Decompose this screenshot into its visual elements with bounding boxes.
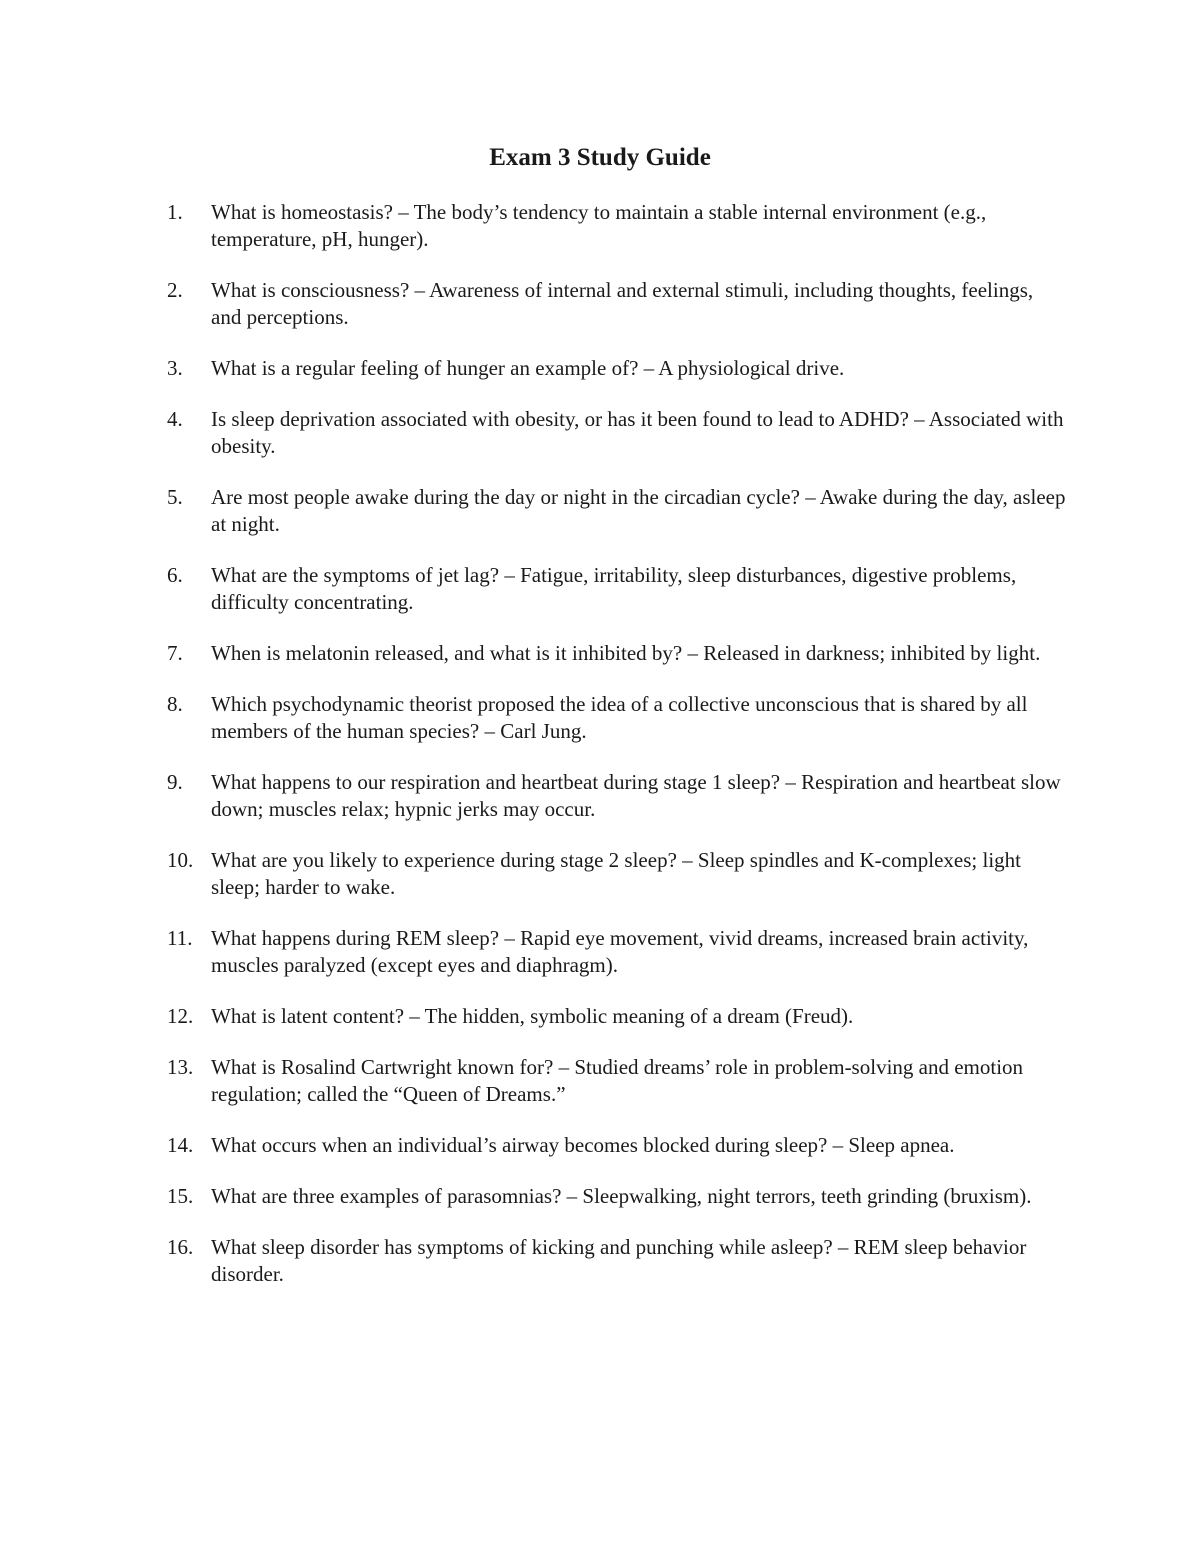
list-item bbox=[167, 640, 1067, 667]
list-item bbox=[167, 847, 1067, 901]
item-text: What happens to our respiration and heartbeat during stage 1 sleep? – Respiration and heartbeat slow down; muscles relax; hypnic jerks may occur. bbox=[211, 770, 1061, 821]
list-item bbox=[167, 277, 1067, 331]
question-list bbox=[167, 199, 1067, 1312]
item-text: What is consciousness? – Awareness of internal and external stimuli, including thoughts, feelings, and perceptions. bbox=[211, 278, 1034, 329]
item-number: 14. bbox=[167, 1133, 194, 1157]
page-title: Exam 3 Study Guide bbox=[489, 144, 711, 171]
item-text: What happens during REM sleep? – Rapid eye movement, vivid dreams, increased brain activity, muscles paralyzed (except eyes and diaphragm). bbox=[211, 926, 1029, 977]
list-item bbox=[167, 562, 1067, 616]
list-item bbox=[167, 769, 1067, 823]
item-text: What are you likely to experience during stage 2 sleep? – Sleep spindles and K-complexes; light sleep; harder to wake. bbox=[211, 848, 1022, 899]
item-number: 8. bbox=[167, 692, 183, 716]
item-text: What are three examples of parasomnias? – Sleepwalking, night terrors, teeth grinding (bruxism). bbox=[211, 1184, 1032, 1208]
item-text: What are the symptoms of jet lag? – Fatigue, irritability, sleep disturbances, digestive problems, difficulty concentrating. bbox=[211, 563, 1017, 614]
item-number: 15. bbox=[167, 1184, 194, 1208]
item-number: 13. bbox=[167, 1055, 194, 1079]
list-item bbox=[167, 1183, 1067, 1210]
item-text: What is homeostasis? – The body’s tendency to maintain a stable internal environment (e.g., temperature, pH, hunger). bbox=[211, 200, 987, 251]
list-item bbox=[167, 484, 1067, 538]
item-text: What sleep disorder has symptoms of kicking and punching while asleep? – REM sleep behavior disorder. bbox=[211, 1235, 1027, 1286]
list-item bbox=[167, 691, 1067, 745]
item-text: Which psychodynamic theorist proposed the idea of a collective unconscious that is shared by all members of the human species? – Carl Jung. bbox=[211, 692, 1028, 743]
item-number: 3. bbox=[167, 356, 183, 380]
item-text: What is Rosalind Cartwright known for? – Studied dreams’ role in problem-solving and emotion regulation; called the “Queen of Dreams.” bbox=[211, 1055, 1024, 1106]
item-number: 10. bbox=[167, 848, 194, 872]
item-text: What is latent content? – The hidden, symbolic meaning of a dream (Freud). bbox=[211, 1004, 854, 1028]
list-item bbox=[167, 1054, 1067, 1108]
list-item bbox=[167, 1132, 1067, 1159]
item-number: 9. bbox=[167, 770, 183, 794]
list-item bbox=[167, 925, 1067, 979]
item-number: 1. bbox=[167, 200, 183, 224]
item-number: 5. bbox=[167, 485, 183, 509]
item-text: Is sleep deprivation associated with obesity, or has it been found to lead to ADHD? – Associated with obesity. bbox=[211, 407, 1064, 458]
item-number: 4. bbox=[167, 407, 183, 431]
list-item bbox=[167, 406, 1067, 460]
item-number: 16. bbox=[167, 1235, 194, 1259]
list-item bbox=[167, 355, 1067, 382]
item-number: 11. bbox=[167, 926, 193, 950]
item-number: 2. bbox=[167, 278, 183, 302]
item-text: Are most people awake during the day or night in the circadian cycle? – Awake during the day, asleep at night. bbox=[211, 485, 1066, 536]
item-number: 7. bbox=[167, 641, 183, 665]
item-text: What occurs when an individual’s airway becomes blocked during sleep? – Sleep apnea. bbox=[211, 1133, 955, 1157]
list-item bbox=[167, 1003, 1067, 1030]
item-text: When is melatonin released, and what is it inhibited by? – Released in darkness; inhibited by light. bbox=[211, 641, 1041, 665]
item-number: 12. bbox=[167, 1004, 194, 1028]
list-item bbox=[167, 1234, 1067, 1288]
item-number: 6. bbox=[167, 563, 183, 587]
list-item bbox=[167, 199, 1067, 253]
item-text: What is a regular feeling of hunger an example of? – A physiological drive. bbox=[211, 356, 845, 380]
